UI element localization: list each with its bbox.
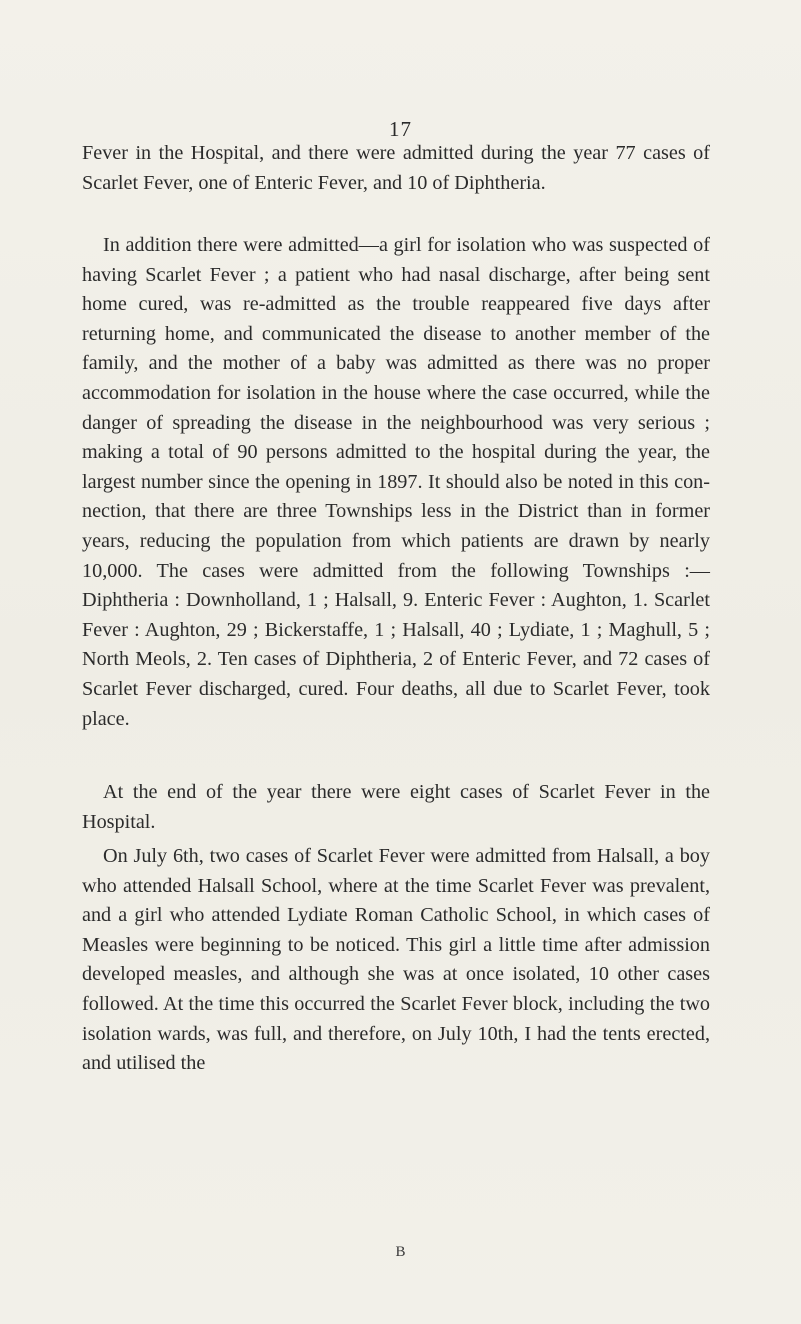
paragraph-july-cases: On July 6th, two cases of Scarlet Fever were admitted from Halsall, a boy who attended Halsall School, where at the time Scarlet Fever was prevalent, and a girl who attended Lydiate Roman Catholic School, in which cases of Measles were beginning to be noticed. This girl a little time after admission developed measles, and although she was at once isolated, 10 other cases followed. At the time this occurred the Scarlet Fever block, including the two isolation wards, was full, and therefore, on July 10th, I had the tents erected, and utilised the <box>82 845 710 1075</box>
page-number: 17 <box>389 117 412 141</box>
signature-mark: B <box>395 1244 406 1260</box>
paragraph-year-end: At the end of the year there were eight cases of Scarlet Fever in the Hospital. <box>82 781 710 833</box>
paragraph-admissions: In addition there were admitted—a girl for isolation who was suspected of having Scarlet Fever ; a patient who had nasal discharge, after being sent home cured, was re-admitted as the trouble reappeared five days after returning home, and communicated the disease to another member of the family, and the mother of a baby was admitted as there was no proper accommodation for isolation in the house where the case occurred, while the danger of spreading the disease in the neighbourhood was very serious ; making a total of 90 persons admitted to the hospital during the year, the largest number since the opening in 1897. It should also be noted in this connection, that there are three Townships less in the District than in former years, reducing the population from which patients are drawn by nearly 10,000. The cases were admitted from the following Townships :—Diphtheria : Downholland, 1 ; Halsall, 9. Enteric Fever : Aughton, 1. Scarlet Fever : Aughton, 29 ; Bickerstaffe, 1 ; Halsall, 40 ; Lydiate, 1 ; Maghull, 5 ; North Meols, 2. Ten cases of Diphtheria, 2 of Enteric Fever, and 72 cases of Scarlet Fever discharged, cured. Four deaths, all due to Scarlet Fever, took place. <box>82 234 710 730</box>
paragraph-continuation: Fever in the Hospital, and there were admitted during the year 77 cases of Scarlet Fever, one of Enteric Fever, and 10 of Diphtheria. <box>82 142 710 194</box>
